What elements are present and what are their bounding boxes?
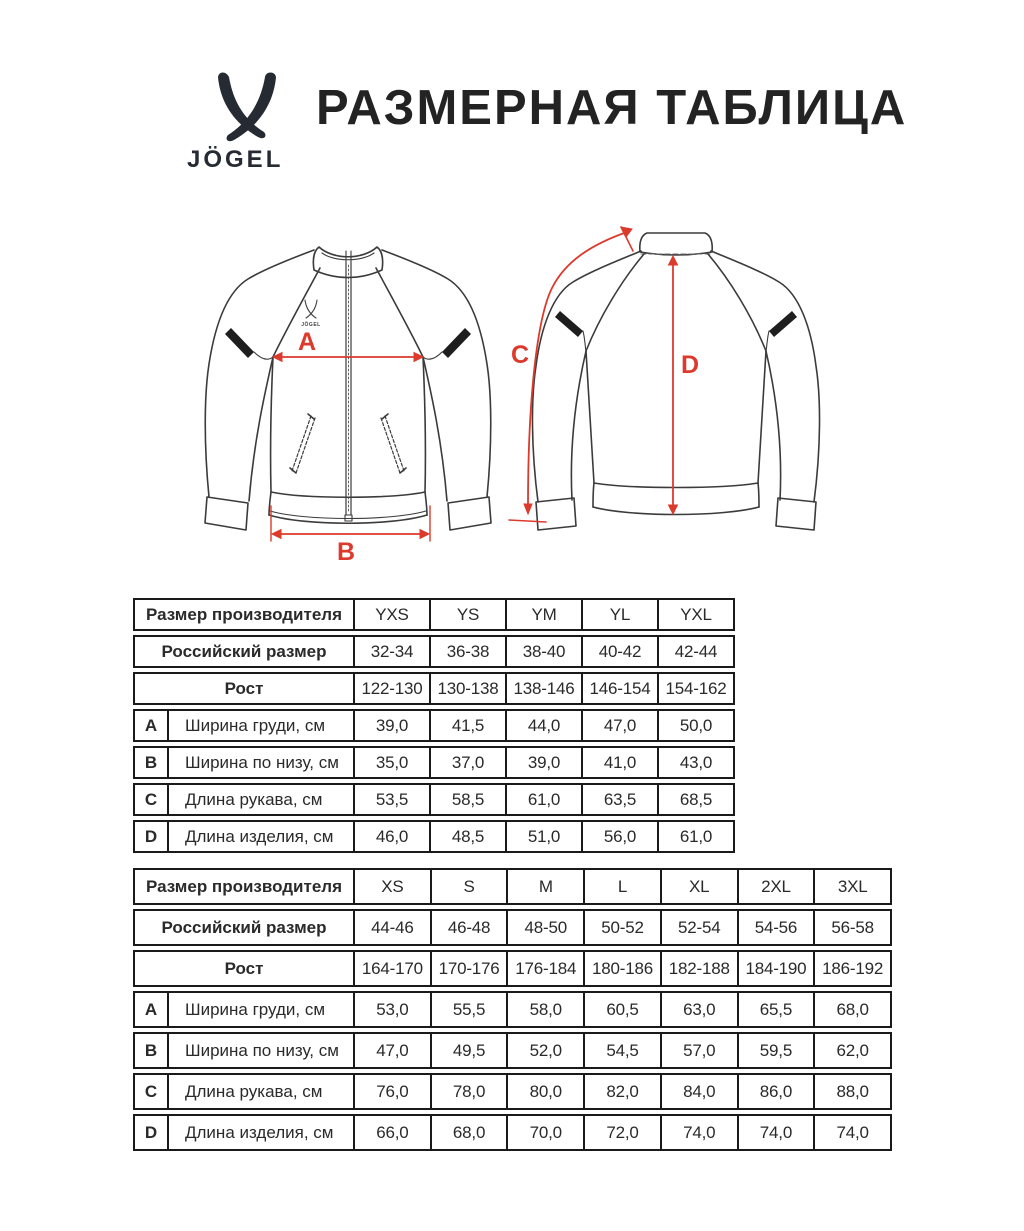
value-cell: 80,0 xyxy=(506,1075,583,1108)
value-cell: 47,0 xyxy=(581,711,657,740)
brand-logo-icon xyxy=(218,73,276,142)
table-row xyxy=(133,1114,892,1151)
value-cell: 32-34 xyxy=(353,637,429,666)
value-cell: 68,5 xyxy=(657,785,733,814)
value-cell: 53,0 xyxy=(353,993,430,1026)
value-cell: 44-46 xyxy=(353,911,430,944)
table-row xyxy=(133,635,735,668)
brand-wordmark: JÖGEL xyxy=(187,146,284,173)
value-cell: 36-38 xyxy=(429,637,505,666)
value-cell: 63,0 xyxy=(660,993,737,1026)
measure-label-d: D xyxy=(680,351,700,379)
value-cell: 74,0 xyxy=(660,1116,737,1149)
value-cell: 40-42 xyxy=(581,637,657,666)
value-cell: 122-130 xyxy=(353,674,429,703)
row-letter: D xyxy=(144,826,158,846)
table-header-row xyxy=(133,598,735,631)
value-cell: 84,0 xyxy=(660,1075,737,1108)
value-cell: 78,0 xyxy=(430,1075,507,1108)
value-cell: 68,0 xyxy=(430,1116,507,1149)
row-letter: D xyxy=(144,1122,158,1142)
page-title: РАЗМЕРНАЯ ТАБЛИЦА xyxy=(316,81,908,135)
table-header-row xyxy=(133,868,892,905)
size-code-cell: YXS xyxy=(353,600,429,629)
value-cell: 52,0 xyxy=(506,1034,583,1067)
value-cell: 68,0 xyxy=(813,993,890,1026)
table-row xyxy=(133,672,735,705)
value-cell: 51,0 xyxy=(505,822,581,851)
value-cell: 65,5 xyxy=(737,993,814,1026)
row-label: Ширина груди, см xyxy=(167,711,353,740)
row-label: Российский размер xyxy=(161,641,327,661)
value-cell: 130-138 xyxy=(429,674,505,703)
value-cell: 54,5 xyxy=(583,1034,660,1067)
value-cell: 74,0 xyxy=(813,1116,890,1149)
value-cell: 42-44 xyxy=(657,637,733,666)
row-label: Длина рукава, см xyxy=(167,1075,353,1108)
value-cell: 66,0 xyxy=(353,1116,430,1149)
value-cell: 60,5 xyxy=(583,993,660,1026)
value-cell: 184-190 xyxy=(737,952,814,985)
chest-logo-icon xyxy=(301,300,320,328)
row-letter: A xyxy=(144,999,158,1019)
value-cell: 54-56 xyxy=(737,911,814,944)
value-cell: 146-154 xyxy=(581,674,657,703)
row-label: Российский размер xyxy=(161,917,327,937)
size-table-youth xyxy=(133,598,735,857)
row-letter: B xyxy=(144,1040,158,1060)
value-cell: 58,5 xyxy=(429,785,505,814)
size-code-cell: L xyxy=(583,870,660,903)
value-cell: 62,0 xyxy=(813,1034,890,1067)
value-cell: 74,0 xyxy=(737,1116,814,1149)
row-label: Ширина по низу, см xyxy=(167,748,353,777)
value-cell: 138-146 xyxy=(505,674,581,703)
value-cell: 57,0 xyxy=(660,1034,737,1067)
value-cell: 82,0 xyxy=(583,1075,660,1108)
value-cell: 61,0 xyxy=(657,822,733,851)
size-code-cell: YL xyxy=(581,600,657,629)
value-cell: 182-188 xyxy=(660,952,737,985)
value-cell: 38-40 xyxy=(505,637,581,666)
table-row xyxy=(133,1073,892,1110)
value-cell: 44,0 xyxy=(505,711,581,740)
row-label: Рост xyxy=(224,958,264,978)
value-cell: 61,0 xyxy=(505,785,581,814)
table-row xyxy=(133,746,735,779)
row-label: Рост xyxy=(224,678,264,698)
value-cell: 176-184 xyxy=(506,952,583,985)
value-cell: 59,5 xyxy=(737,1034,814,1067)
row-label: Ширина груди, см xyxy=(167,993,353,1026)
value-cell: 50-52 xyxy=(583,911,660,944)
value-cell: 72,0 xyxy=(583,1116,660,1149)
table-row xyxy=(133,783,735,816)
value-cell: 56-58 xyxy=(813,911,890,944)
value-cell: 46,0 xyxy=(353,822,429,851)
size-code-cell: YS xyxy=(429,600,505,629)
size-code-cell: 2XL xyxy=(737,870,814,903)
measure-label-b: B xyxy=(336,538,356,566)
size-code-cell: S xyxy=(430,870,507,903)
size-table-adult xyxy=(133,868,892,1155)
value-cell: 48-50 xyxy=(506,911,583,944)
manufacturer-size-label: Размер производителя xyxy=(145,876,342,896)
chest-logo-text: JÖGEL xyxy=(301,322,321,328)
measure-label-c: C xyxy=(510,341,530,369)
size-code-cell: 3XL xyxy=(813,870,890,903)
value-cell: 48,5 xyxy=(429,822,505,851)
value-cell: 154-162 xyxy=(657,674,733,703)
row-letter: A xyxy=(144,715,158,735)
value-cell: 58,0 xyxy=(506,993,583,1026)
row-label: Длина изделия, см xyxy=(167,822,353,851)
row-label: Длина изделия, см xyxy=(167,1116,353,1149)
table-row xyxy=(133,909,892,946)
value-cell: 86,0 xyxy=(737,1075,814,1108)
table-row xyxy=(133,820,735,853)
value-cell: 37,0 xyxy=(429,748,505,777)
value-cell: 63,5 xyxy=(581,785,657,814)
value-cell: 180-186 xyxy=(583,952,660,985)
table-row xyxy=(133,709,735,742)
row-letter: B xyxy=(144,752,158,772)
value-cell: 41,0 xyxy=(581,748,657,777)
size-code-cell: M xyxy=(506,870,583,903)
value-cell: 88,0 xyxy=(813,1075,890,1108)
table-row xyxy=(133,1032,892,1069)
value-cell: 50,0 xyxy=(657,711,733,740)
size-code-cell: XS xyxy=(353,870,430,903)
value-cell: 186-192 xyxy=(813,952,890,985)
value-cell: 52-54 xyxy=(660,911,737,944)
value-cell: 39,0 xyxy=(505,748,581,777)
measure-arrow-d xyxy=(669,256,700,514)
value-cell: 56,0 xyxy=(581,822,657,851)
size-code-cell: YXL xyxy=(657,600,733,629)
measure-label-a: A xyxy=(297,328,317,356)
manufacturer-size-label: Размер производителя xyxy=(145,604,342,624)
value-cell: 35,0 xyxy=(353,748,429,777)
value-cell: 70,0 xyxy=(506,1116,583,1149)
row-label: Длина рукава, см xyxy=(167,785,353,814)
size-code-cell: XL xyxy=(660,870,737,903)
measure-arrow-a xyxy=(273,328,423,362)
front-jacket-drawing xyxy=(205,247,491,530)
value-cell: 53,5 xyxy=(353,785,429,814)
value-cell: 55,5 xyxy=(430,993,507,1026)
row-label: Ширина по низу, см xyxy=(167,1034,353,1067)
back-jacket-drawing xyxy=(532,233,819,530)
value-cell: 39,0 xyxy=(353,711,429,740)
value-cell: 46-48 xyxy=(430,911,507,944)
table-row xyxy=(133,950,892,987)
value-cell: 47,0 xyxy=(353,1034,430,1067)
value-cell: 49,5 xyxy=(430,1034,507,1067)
value-cell: 170-176 xyxy=(430,952,507,985)
value-cell: 41,5 xyxy=(429,711,505,740)
size-code-cell: YM xyxy=(505,600,581,629)
row-letter: C xyxy=(144,1081,158,1101)
table-row xyxy=(133,991,892,1028)
value-cell: 76,0 xyxy=(353,1075,430,1108)
value-cell: 164-170 xyxy=(353,952,430,985)
row-letter: C xyxy=(144,789,158,809)
value-cell: 43,0 xyxy=(657,748,733,777)
